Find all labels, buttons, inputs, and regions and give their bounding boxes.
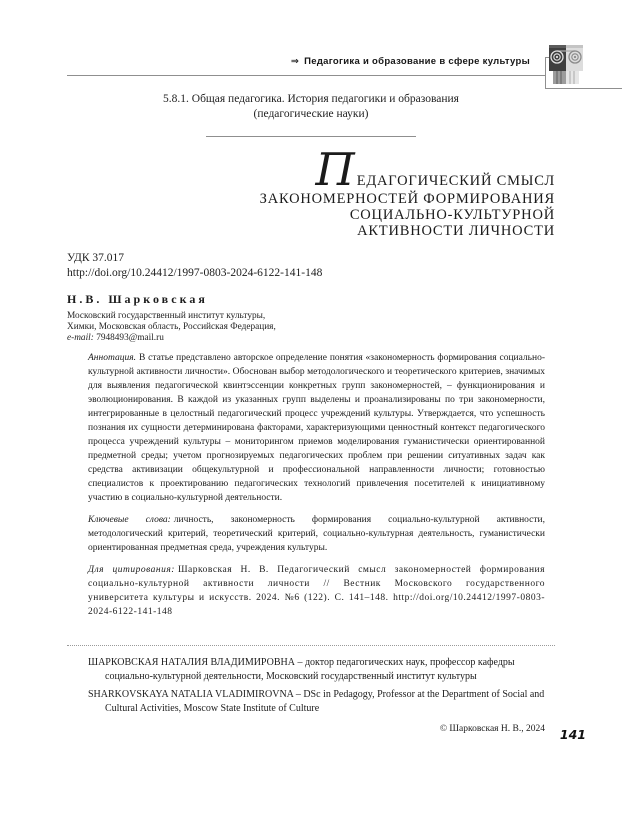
- author-bio-ru: ШАРКОВСКАЯ НАТАЛИЯ ВЛАДИМИРОВНА – доктор педагогических наук, профессор кафедры социально-культурной деятельности, Московский государственный институт культуры: [88, 657, 515, 682]
- citation-paragraph: [88, 563, 545, 619]
- page-number: 141: [559, 727, 586, 742]
- abstract-paragraph: [88, 351, 545, 505]
- udc-code: УДК 37.017: [67, 252, 124, 264]
- abstract-block: [88, 351, 545, 619]
- abstract-label: Аннотация.: [88, 353, 136, 364]
- title-line2: ЗАКОНОМЕРНОСТЕЙ ФОРМИРОВАНИЯ: [259, 191, 555, 207]
- double-arrow-icon: ⇒: [290, 56, 300, 67]
- title-dropcap: П: [315, 143, 355, 196]
- running-head-label: Педагогика и образование в сфере культуры: [304, 56, 530, 67]
- title-line3: СОЦИАЛЬНО-КУЛЬТУРНОЙ: [349, 207, 555, 223]
- section-heading-line2: (педагогические науки): [253, 108, 369, 120]
- copyright-notice: © Шарковская Н. В., 2024: [439, 724, 545, 735]
- citation-text: Шарковская Н. В. Педагогический смысл закономерностей формирования социально-культурной активности личности // Вестник Московского государственного университета культуры и искусств. 2024. №6 (122). С. 141–148. http://doi.org/10.24412/1997-0803-2024-6122-141-148: [88, 565, 545, 618]
- affiliation-line1: Московский государственный институт культуры,: [67, 311, 266, 321]
- abstract-text: В статье представлено авторское определение понятия «закономерность формирования социально-культурной активности личности». Обоснован выбор методологического и теоретического критериев, значимых для выявления педагогической квинтэссенции конкретных групп закономерностей, – функционирования и эволюционирования. В каждой из указанных групп выделены и проанализированы по три закономерности, интегрированные в целостный педагогический процесс учреждений культуры. Утверждается, что успешность познания их сущности детерминирована факторами, характеризующими ценностный контекст педагогического процесса учреждений культуры – мониторингом приемов моделирования гуманистически ориентированной предметной среды; учетом прогнозируемых педагогических проблем при решении ситуативных задач как средства активизации общекультурной и профессиональной направленности личности; готовностью специалистов к проектированию педагогических технологий привлечения посетителей к инициативному участию в социально-культурной деятельности.: [88, 353, 545, 504]
- citation-label: Для цитирования:: [88, 565, 175, 576]
- authors-info: [67, 656, 555, 715]
- author-affiliation: [67, 311, 555, 343]
- author-bio-en: SHARKOVSKAYA NATALIA VLADIMIROVNA – DSc in Pedagogy, Professor at the Department of Social and Cultural Activities, Moscow State Institute of Culture: [88, 689, 545, 714]
- email-label: e-mail:: [67, 332, 94, 343]
- keywords-text: личность, закономерность формирования социально-культурной активности, методологический критерий, теоретический критерий, социально-культурная деятельность, гуманистически ориентированная предметная среда, учреждения культуры.: [88, 515, 545, 554]
- title-line4: АКТИВНОСТИ ЛИЧНОСТИ: [357, 223, 555, 239]
- article-title: [67, 143, 555, 239]
- section-heading-line1: 5.8.1. Общая педагогика. История педагогики и образования: [163, 93, 459, 105]
- doi-link[interactable]: http://doi.org/10.24412/1997-0803-2024-6122-141-148: [67, 267, 323, 279]
- affiliation-line2: Химки, Московская область, Российская Федерация,: [67, 321, 276, 332]
- section-heading: [67, 92, 555, 122]
- email-link[interactable]: 7948493@mail.ru: [96, 332, 164, 343]
- title-line1: ЕДАГОГИЧЕСКИЙ СМЫСЛ: [356, 173, 555, 189]
- dotted-separator: [67, 645, 555, 646]
- section-divider: [206, 136, 416, 137]
- keywords-paragraph: [88, 513, 545, 555]
- author-name: Н.В. Шарковская: [67, 292, 208, 306]
- keywords-label: Ключевые слова:: [88, 515, 171, 526]
